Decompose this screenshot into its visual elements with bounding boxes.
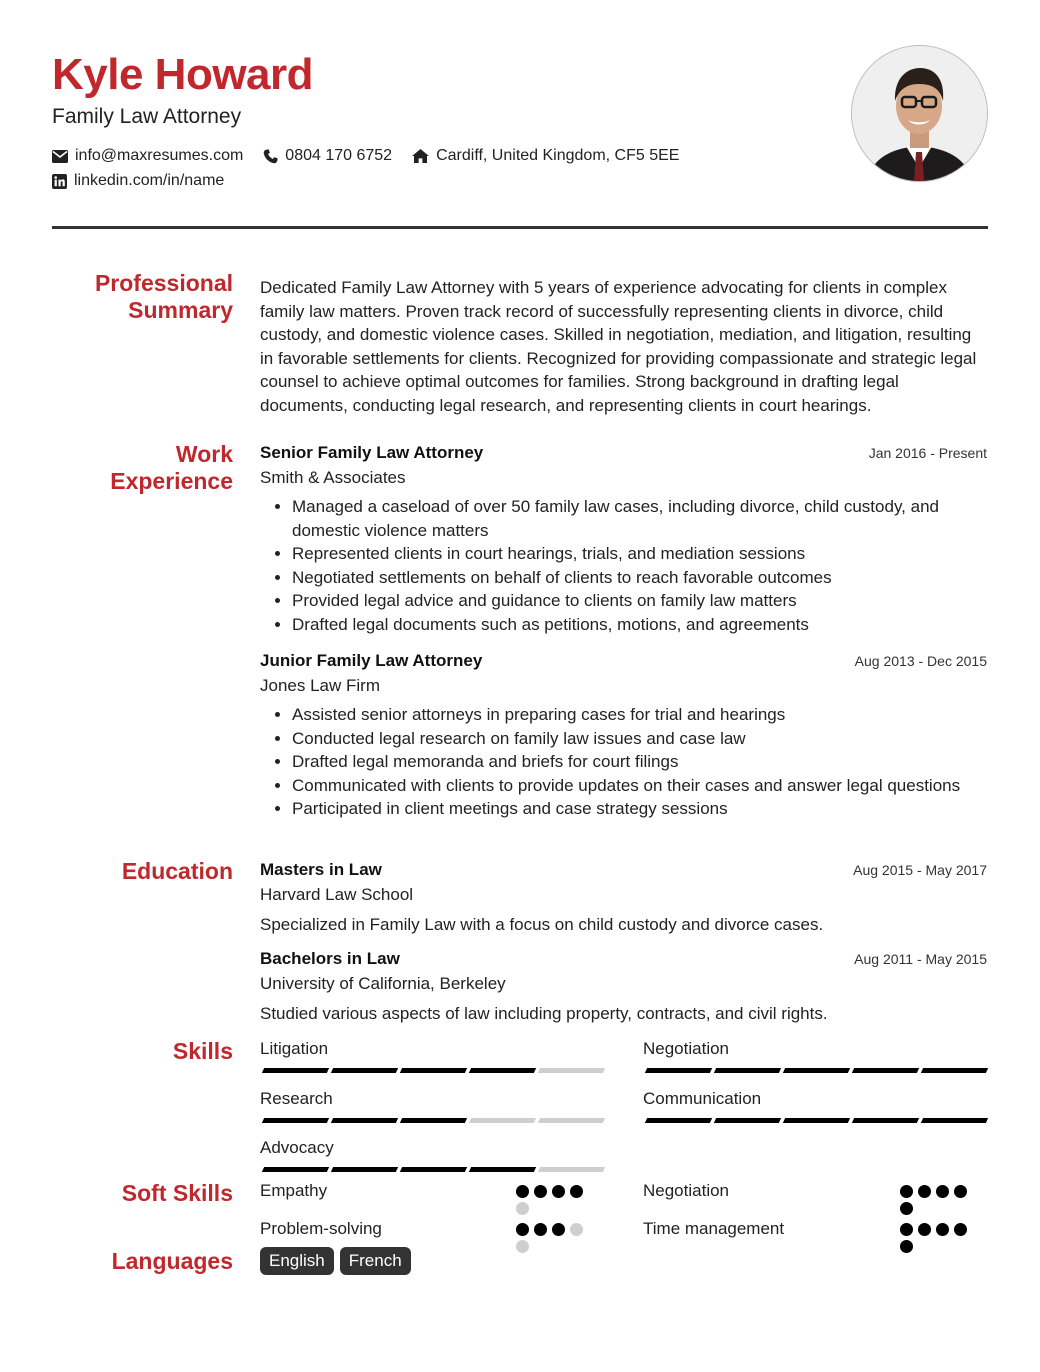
language-tags [260, 1247, 411, 1275]
contact-block [52, 145, 699, 195]
soft-skill-rating [516, 1185, 596, 1215]
skill-bar-segment [783, 1068, 850, 1073]
header-divider [52, 226, 988, 229]
rating-dot [516, 1202, 529, 1215]
skill-level-bar [263, 1118, 604, 1123]
job-role: Junior Family Law Attorney [260, 651, 483, 670]
list-item: • Provided legal advice and guidance to clients on family law matters [292, 589, 987, 613]
soft-skill-name: Negotiation [643, 1181, 730, 1200]
language-tag: French [340, 1247, 411, 1275]
education-description: Specialized in Family Law with a focus on child custody and divorce cases. [260, 915, 824, 934]
section-title-soft-skills: Soft Skills [121, 1180, 233, 1206]
rating-dot [516, 1223, 529, 1236]
person-portrait-icon [852, 46, 987, 181]
rating-dot [918, 1223, 931, 1236]
rating-dot [954, 1223, 967, 1236]
job-dates: Jan 2016 - Present [868, 445, 987, 461]
list-item: • Negotiated settlements on behalf of clients to reach favorable outcomes [292, 566, 987, 590]
soft-skill-rating [516, 1223, 596, 1253]
rating-dot [918, 1185, 931, 1198]
skill-name: Advocacy [260, 1138, 334, 1157]
rating-dot [516, 1240, 529, 1253]
rating-dot [552, 1223, 565, 1236]
linkedin-text: linkedin.com/in/name [74, 172, 225, 189]
section-title-skills: Skills [172, 1038, 233, 1064]
job-company: Jones Law Firm [260, 675, 380, 695]
section-title-languages: Languages [111, 1248, 233, 1274]
soft-skill-rating [900, 1185, 980, 1215]
section-title-education: Education [121, 858, 233, 884]
contact-email[interactable] [52, 147, 243, 165]
list-item: • Drafted legal memoranda and briefs for court filings [292, 750, 987, 774]
soft-skill-name: Problem-solving [260, 1219, 382, 1238]
skill-bar-segment [921, 1118, 988, 1123]
rating-dot [900, 1223, 913, 1236]
skill-bar-segment [469, 1167, 536, 1172]
section-title-work: Work Experience [110, 441, 233, 494]
rating-dot [570, 1223, 583, 1236]
skill-bar-segment [400, 1068, 467, 1073]
profile-photo [851, 45, 988, 182]
rating-dot [516, 1185, 529, 1198]
skill-bar-segment [400, 1167, 467, 1172]
skill-bar-segment [538, 1118, 605, 1123]
skill-level-bar [263, 1167, 604, 1172]
skill-bar-segment [331, 1167, 398, 1172]
skill-bar-segment [469, 1118, 536, 1123]
job-company: Smith & Associates [260, 467, 406, 487]
skill-bar-segment [469, 1068, 536, 1073]
contact-phone[interactable] [263, 147, 392, 165]
skill-name: Negotiation [643, 1039, 730, 1058]
list-item: • Conducted legal research on family law issues and case law [292, 727, 987, 751]
job-entry [260, 649, 987, 821]
skill-bar-segment [262, 1167, 329, 1172]
education-dates: Aug 2011 - May 2015 [854, 951, 987, 967]
rating-dot [936, 1223, 949, 1236]
list-item: • Communicated with clients to provide updates on their cases and answer legal questions [292, 774, 987, 798]
section-title-summary: Professional Summary [94, 270, 233, 323]
education-description: Studied various aspects of law including property, contracts, and civil rights. [260, 1004, 828, 1023]
skill-bar-segment [400, 1118, 467, 1123]
contact-address [412, 147, 679, 165]
contact-linkedin[interactable] [52, 172, 224, 190]
phone-icon [263, 149, 278, 164]
rating-dot [900, 1202, 913, 1215]
skill-bar-segment [714, 1068, 781, 1073]
phone-text: 0804 170 6752 [285, 147, 393, 164]
skill-name: Communication [643, 1089, 762, 1108]
job-entry [260, 441, 987, 636]
email-text: info@maxresumes.com [75, 147, 244, 164]
skill-bar-segment [852, 1068, 919, 1073]
education-entry [260, 858, 987, 937]
skill-bar-segment [331, 1118, 398, 1123]
envelope-icon [52, 150, 68, 163]
degree: Masters in Law [260, 860, 382, 879]
skill-name: Research [260, 1089, 333, 1108]
degree: Bachelors in Law [260, 949, 400, 968]
home-icon [412, 149, 429, 163]
rating-dot [552, 1185, 565, 1198]
soft-skill-rating [900, 1223, 980, 1253]
skill-bar-segment [262, 1068, 329, 1073]
rating-dot [900, 1185, 913, 1198]
skill-bar-segment [331, 1068, 398, 1073]
education-entry [260, 947, 987, 1026]
job-dates: Aug 2013 - Dec 2015 [854, 653, 987, 669]
skill-bar-segment [783, 1118, 850, 1123]
rating-dot [570, 1185, 583, 1198]
list-item: • Drafted legal documents such as petitions, motions, and agreements [292, 613, 987, 637]
summary-text: Dedicated Family Law Attorney with 5 years of experience advocating for clients in complex family law matters. Proven track record of successfully representing clients in divorce, child custody, and domestic violence cases. Skilled in negotiation, mediation, and litigation, resulting in favorable settlements for clients. Recognized for providing compassionate and strategic legal counsel to achieve optimal outcomes for families. Strong background in drafting legal documents, conducting legal research, and representing clients in court hearings. [260, 278, 977, 415]
skill-bar-segment [538, 1068, 605, 1073]
skill-bar-segment [921, 1068, 988, 1073]
rating-dot [954, 1185, 967, 1198]
list-item: • Participated in client meetings and case strategy sessions [292, 797, 987, 821]
skill-bar-segment [645, 1068, 712, 1073]
language-tag: English [260, 1247, 334, 1275]
candidate-name: Kyle Howard [52, 50, 314, 99]
skill-level-bar [263, 1068, 604, 1073]
job-bullets [260, 495, 987, 636]
skill-level-bar [646, 1068, 987, 1073]
job-title: Family Law Attorney [52, 105, 242, 128]
skill-name: Litigation [260, 1039, 329, 1058]
list-item: • Represented clients in court hearings, trials, and mediation sessions [292, 542, 987, 566]
rating-dot [534, 1223, 547, 1236]
soft-skill-name: Empathy [260, 1181, 328, 1200]
skill-bar-segment [538, 1167, 605, 1172]
skill-bar-segment [714, 1118, 781, 1123]
skill-level-bar [646, 1118, 987, 1123]
skill-bar-segment [645, 1118, 712, 1123]
education-dates: Aug 2015 - May 2017 [853, 862, 987, 878]
soft-skill-name: Time management [643, 1219, 785, 1238]
school: Harvard Law School [260, 884, 414, 904]
rating-dot [534, 1185, 547, 1198]
skill-bar-segment [262, 1118, 329, 1123]
linkedin-icon [52, 174, 67, 189]
school: University of California, Berkeley [260, 973, 506, 993]
job-bullets [260, 703, 987, 821]
rating-dot [900, 1240, 913, 1253]
job-role: Senior Family Law Attorney [260, 443, 484, 462]
list-item: • Assisted senior attorneys in preparing cases for trial and hearings [292, 703, 987, 727]
address-text: Cardiff, United Kingdom, CF5 5EE [436, 147, 680, 164]
rating-dot [936, 1185, 949, 1198]
skill-bar-segment [852, 1118, 919, 1123]
list-item: • Managed a caseload of over 50 family law cases, including divorce, child custody, and domestic violence matters [292, 495, 987, 542]
